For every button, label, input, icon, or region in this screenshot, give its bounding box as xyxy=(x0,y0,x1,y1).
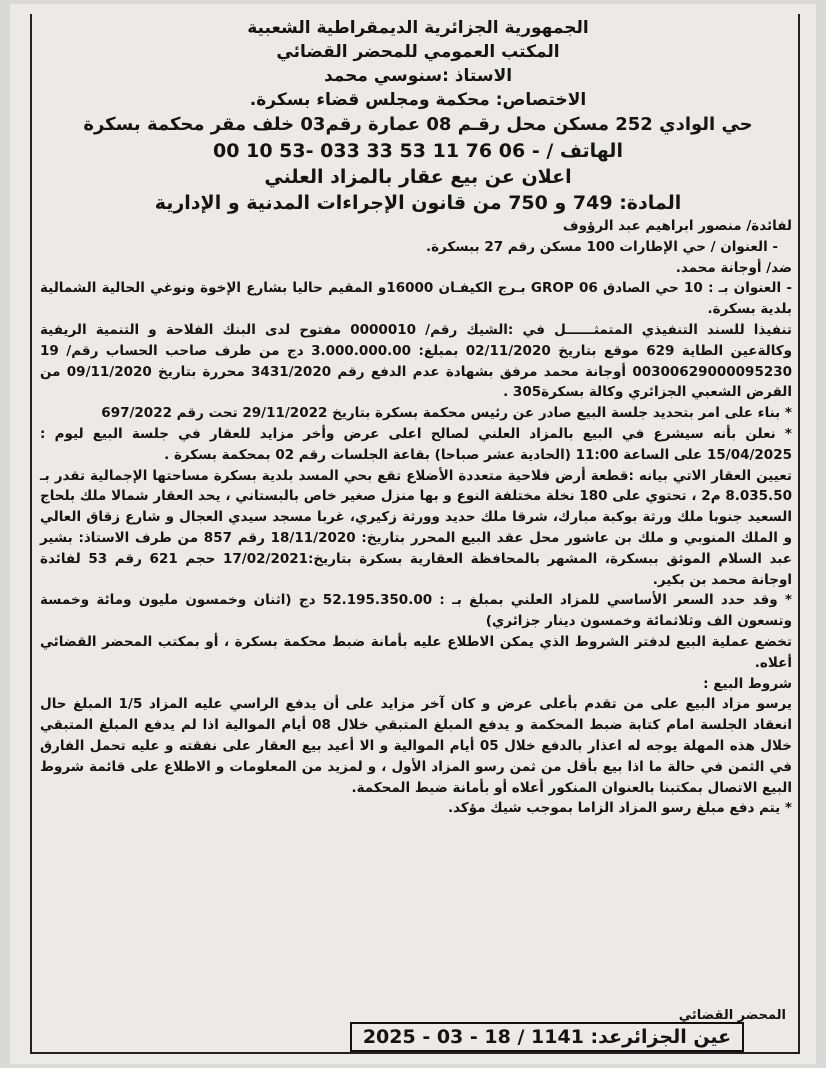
notice-content xyxy=(38,16,798,819)
beneficiary-address: - العنوان / حي الإطارات 100 مسكن رقم 27 ببسكرة. xyxy=(425,238,778,255)
newspaper-page xyxy=(10,4,816,1064)
notice-body xyxy=(38,216,798,819)
base-price: * وقد حدد السعر الأساسي للمزاد العلني بمبلغ بـ : 52.195.350.00 دج (اثنان وخمسون مليون ومائة وخمسة وتسعون الف وثلاثمائة وخمسون دينار جزائري) xyxy=(40,592,792,630)
bailiff-name: الاستاذ :سنوسي محمد xyxy=(323,66,513,86)
phone-line: الهاتف / - 06 76 11 53 33 033 -53 10 00 xyxy=(213,140,623,162)
office-address: حي الوادي 252 مسكن محل رقـم 08 عمارة رقم03 خلف مقر محكمة بسكرة xyxy=(83,114,753,135)
sale-notice: * نعلن بأنه سيشرع في البيع بالمزاد العلني لصالح اعلى عرض وأخر مزايد للعقار في جلسة البيع ليوم : 15/04/2025 على الساعة 11:00 (الحادية عشر صباحا) بقاعة الجلسات رقم 02 بمحكمة بسكرة . xyxy=(40,425,792,463)
payment-note: * يتم دفع مبلغ رسو المزاد الزاما بموجب شيك مؤكد. xyxy=(447,800,792,817)
sale-terms-title: شروط البيع : xyxy=(703,675,792,692)
sale-order: * بناء على امر بتحديد جلسة البيع صادر عن رئيس محكمة بسكرة بتاريخ 29/11/2022 تحت رقم 697/2022 xyxy=(101,405,792,422)
execution-title: تنفيذا للسند التنفيذي المتمثــــــل في :الشيك رقم/ 0000010 مفتوح لدى البنك الفلاحة و التنمية الريفية وكالةعين الطاية 629 موقع بتاريخ 02/11/2020 بمبلغ: 3.000.000.00 دج من طرف صاحب الحساب رقم/ 19 00300629000095230 أوجانة محمد مرفق بشهادة عدم الدفع رقم 3431/2020 محررة بتاريخ 09/11/2020 من القرض الشعبي الجزائري وكالة بسكرة305 . xyxy=(40,321,793,401)
against-address: - العنوان بـ : 10 حي الصادق GROP 06 بـرج الكيفـان 16000و المقيم حاليا بشارع الإخوة ونوغي الحالية الشمالية بلدية بسكرة. xyxy=(40,280,792,318)
jurisdiction: الاختصاص: محكمة ومجلس قضاء بسكرة. xyxy=(249,90,587,110)
conditions-reference: تخضع عملية البيع لدفتر الشروط الذي يمكن الاطلاع عليه بأمانة ضبط محكمة بسكرة ، أو بمكتب المحضر القضائي أعلاه. xyxy=(40,633,792,671)
against-party: ضد/ أوجانة محمد. xyxy=(675,259,792,276)
property-description: تعيين العقار الاتي بيانه :قطعة أرض فلاحية متعددة الأضلاع تقع بحي المسد بلدية بسكرة مساحتها الإجمالية تقدر بـ 8.035.50 م2 ، تحتوي على 180 نخلة مختلفة النوع و بها منزل صغير خاص بالبستاني ، يحد العقار شمالا ملك بلحاج السعيد جنوبا ملك ورثة بوكبة مبارك، شرقا ملك حديد وورثة زكيري، غربا مسجد سيدي العجال و شارع زقاق العالي و الملك المنوبي و ملك بن عاشور محل عقد البيع المحرر بتاريخ: 18/11/2020 رقم 857 من طرف الاستاذ: بشير عبد السلام الموثق ببسكرة، المشهر بالمحافظة العقارية بسكرة بتاريخ:17/02/2021 حجم 621 رقم 53 لفائدة اوجانة محمد بن بكير. xyxy=(40,467,792,588)
publication-stamp: عين الجزائرعد: 1141 / 18 - 03 - 2025 xyxy=(350,1022,744,1052)
sale-terms: يرسو مزاد البيع على من تقدم بأعلى عرض و كان آخر مزايد على أن يدفع الراسي عليه المزاد 1/5 المبلغ حال انعقاد الجلسة امام كتابة ضبط المحكمة و يدفع المبلغ المتبقي خلال 08 أيام الموالية اذا لم يدفع المبلغ المتبقي خلال هذه المهلة يوجه له اعذار بالدفع خلال 05 أيام الموالية و الا أعيد بيع العقار على نفقته و عليه تحمل الفارق في الثمن في حالة ما اذا بيع بأقل من ثمن رسو المزاد الأول ، و لمزيد من المعلومات و الاطلاع على قائمة شروط البيع الاتصال بمكتبنا بالعنوان المنكور أعلاه أو بأمانة ضبط المحكمة. xyxy=(40,696,792,796)
republic-title: الجمهورية الجزائرية الديمقراطية الشعبية xyxy=(247,18,589,38)
announcement-title: اعلان عن بيع عقار بالمزاد العلني xyxy=(264,166,572,188)
legal-articles: المادة: 749 و 750 من قانون الإجراءات المدنية و الإدارية xyxy=(154,192,682,214)
bailiff-signature: المحضر القضائي xyxy=(678,1008,786,1023)
beneficiary: لفائدة/ منصور ابراهيم عبد الرؤوف xyxy=(562,218,792,234)
office-title: المكتب العمومي للمحضر القضائي xyxy=(276,42,560,62)
